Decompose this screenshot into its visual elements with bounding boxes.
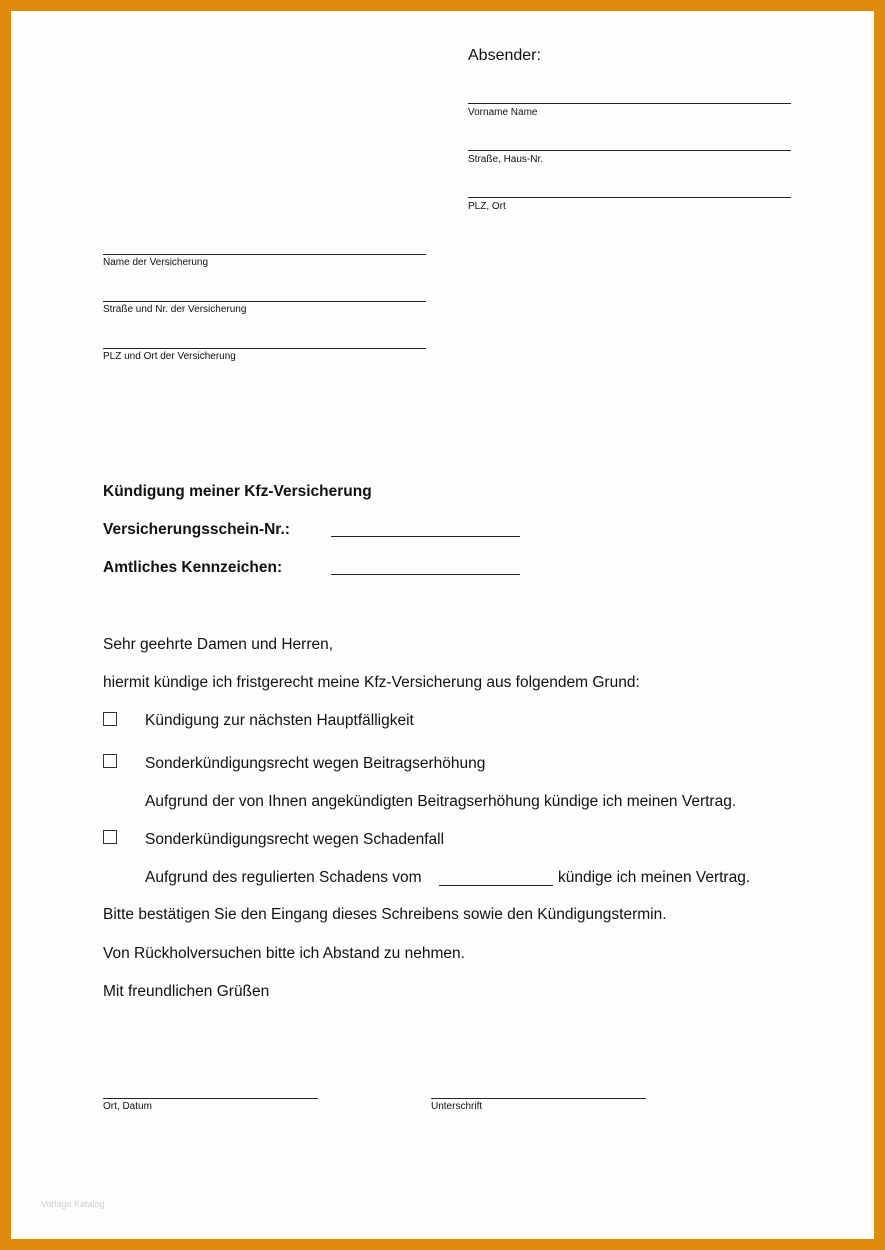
sender-city-label: PLZ, Ort [468, 201, 506, 212]
sender-city-line[interactable] [468, 197, 791, 198]
insurer-name-line[interactable] [103, 254, 426, 255]
checkbox-premium-increase[interactable] [103, 754, 117, 768]
license-plate-line[interactable] [331, 574, 520, 575]
letter-page [11, 11, 874, 1239]
sender-name-label: Vorname Name [468, 107, 538, 118]
sender-name-line[interactable] [468, 103, 791, 104]
checkbox-claim[interactable] [103, 830, 117, 844]
claim-detail-after: kündige ich meinen Vertrag. [558, 869, 751, 886]
option-premium-increase: Sonderkündigungsrecht wegen Beitragserhöhung [145, 755, 486, 772]
claim-detail-before: Aufgrund des regulierten Schadens vom [145, 869, 422, 886]
license-plate-label: Amtliches Kennzeichen: [103, 559, 283, 576]
subject-title: Kündigung meiner Kfz-Versicherung [103, 483, 372, 500]
claim-date-line[interactable] [439, 885, 553, 886]
signature-line[interactable] [431, 1098, 646, 1099]
policy-number-line[interactable] [331, 536, 520, 537]
no-retention-text: Von Rückholversuchen bitte ich Abstand zu nehmen. [103, 945, 465, 962]
closing: Mit freundlichen Grüßen [103, 983, 270, 1000]
watermark: Vorlage Katalog [41, 1199, 105, 1209]
policy-number-label: Versicherungsschein-Nr.: [103, 521, 290, 538]
sender-street-line[interactable] [468, 150, 791, 151]
insurer-city-line[interactable] [103, 348, 426, 349]
checkbox-main-due-date[interactable] [103, 712, 117, 726]
option-claim: Sonderkündigungsrecht wegen Schadenfall [145, 831, 445, 848]
place-date-line[interactable] [103, 1098, 318, 1099]
place-date-label: Ort, Datum [103, 1101, 152, 1112]
sender-street-label: Straße, Haus-Nr. [468, 154, 544, 165]
sender-heading: Absender: [468, 47, 541, 64]
premium-increase-detail: Aufgrund der von Ihnen angekündigten Beitragserhöhung kündige ich meinen Vertrag. [145, 793, 737, 810]
signature-label: Unterschrift [431, 1101, 483, 1112]
confirm-text: Bitte bestätigen Sie den Eingang dieses Schreibens sowie den Kündigungstermin. [103, 906, 667, 923]
option-main-due-date: Kündigung zur nächsten Hauptfälligkeit [145, 712, 414, 729]
insurer-street-line[interactable] [103, 301, 426, 302]
insurer-name-label: Name der Versicherung [103, 257, 209, 268]
intro-text: hiermit kündige ich fristgerecht meine Kfz-Versicherung aus folgendem Grund: [103, 674, 640, 691]
insurer-street-label: Straße und Nr. der Versicherung [103, 304, 247, 315]
insurer-city-label: PLZ und Ort der Versicherung [103, 351, 236, 362]
salutation: Sehr geehrte Damen und Herren, [103, 636, 334, 653]
